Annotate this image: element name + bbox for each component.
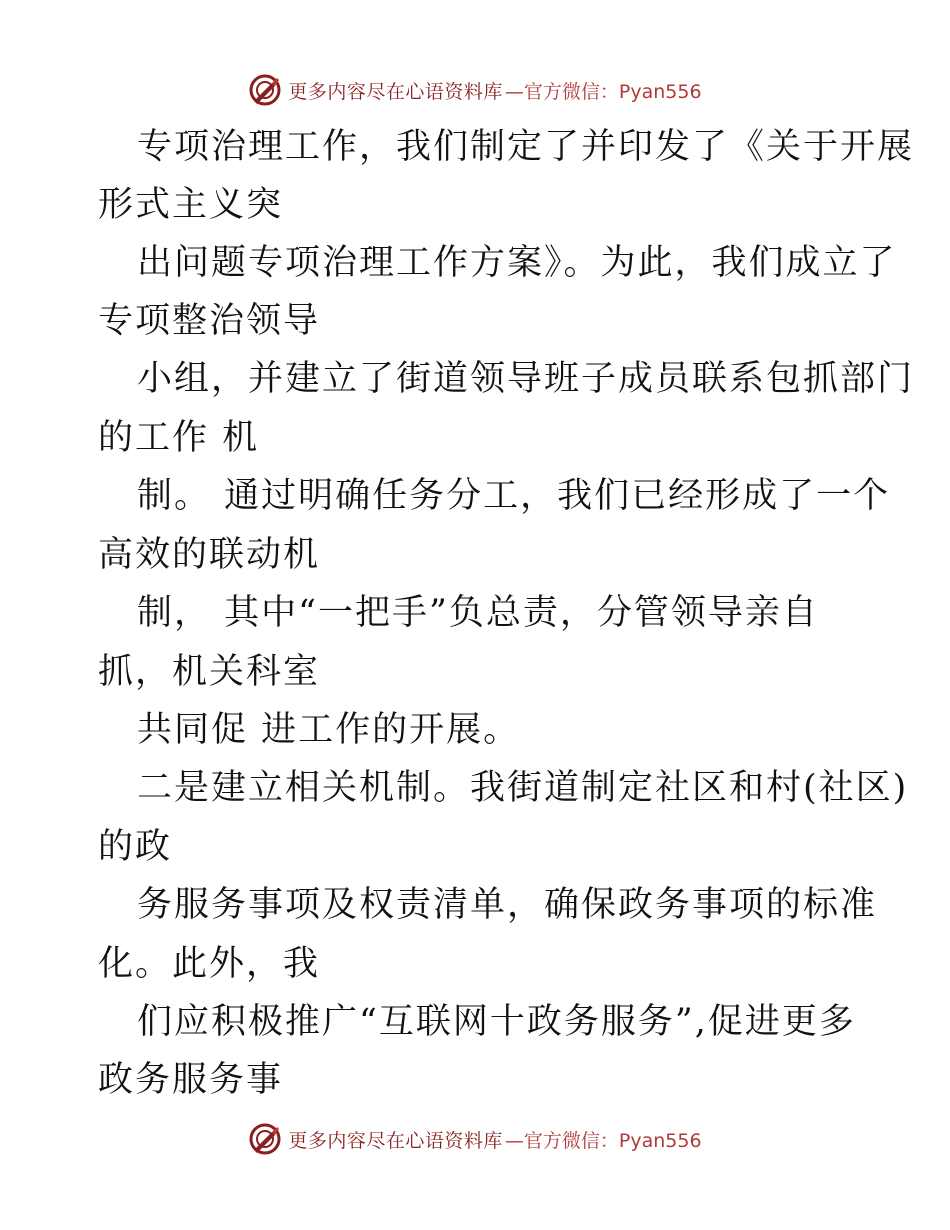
- text-line: 务服务事项及权责清单，确保政务事项的标准: [137, 885, 878, 925]
- pen-logo-icon: [248, 1122, 282, 1156]
- text-line: 专项治理工作，我们制定了并印发了《关于开展: [137, 127, 915, 167]
- text-line: 们应积极推广“互联网十政务服务”,促进更多: [137, 1002, 856, 1042]
- text-line: 高效的联动机: [98, 535, 321, 575]
- text-line: 的政: [98, 827, 173, 867]
- watermark-text: 更多内容尽在心语资料库: [288, 80, 503, 103]
- watermark-contact: —官方微信：Pyan556: [504, 80, 702, 103]
- text-line: 专项整治领导: [98, 301, 321, 341]
- text-line: 出问题专项治理工作方案》。为此，我们成立了: [137, 243, 897, 283]
- watermark-contact: —官方微信：Pyan556: [504, 1129, 702, 1152]
- text-line: 化。此外，我: [98, 944, 321, 984]
- text-line: 小组，并建立了街道领导班子成员联系包抓部门: [137, 359, 915, 399]
- text-line: 二是建立相关机制。我街道制定社区和村(社区): [137, 768, 909, 808]
- text-line: 政务服务事: [98, 1060, 284, 1100]
- text-line: 制。 通过明确任务分工，我们已经形成了一个: [137, 476, 891, 516]
- watermark-text: 更多内容尽在心语资料库: [288, 1129, 503, 1152]
- text-line: 形式主义突: [98, 185, 284, 225]
- text-line: 的工作 机: [98, 418, 260, 458]
- text-line: 共同促 进工作的开展。: [137, 710, 521, 750]
- text-line: 制， 其中“一把手”负总责，分管领导亲自: [137, 593, 819, 633]
- text-line: 抓，机关科室: [98, 652, 321, 692]
- footer-watermark: [0, 1119, 950, 1159]
